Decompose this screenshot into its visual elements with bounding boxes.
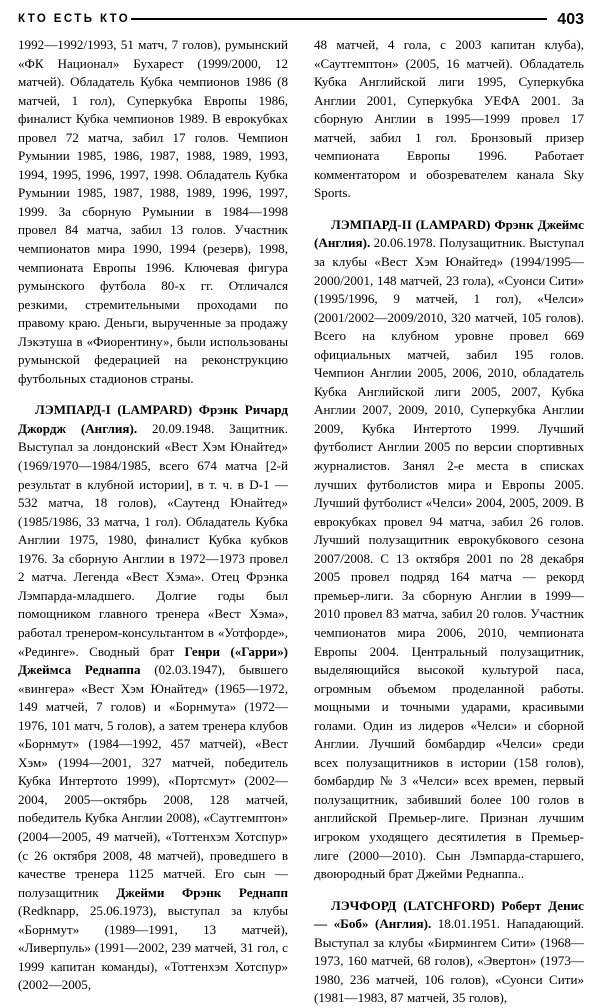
paragraph-redknapp-continuation [314, 36, 584, 203]
entry-body-part-1: 20.09.1948. Защитник. Выступал за лондонский «Вест Хэм Юнайтед» (1969/1970—1984/1985, всего 674 матча [2-й результат в клубной истории], в т. ч. в D-1 — 532 матча, 18 голов), «Саутенд Юнайтед» (1985/1986, 33 матча, 1 гол). Обладатель Кубка Англии 1975, 1980, финалист Кубка кубков 1976. За сборную Англии в 1972—1973 провел 2 матча. Легенда «Вест Хэма». Отец Фрэнка Лэмпарда-младшего. Долгие годы был помощником главного тренера «Вест Хэма», работал тренером-консультантом в «Уотфорде», «Рединге». Сводный брат [18, 420, 288, 659]
body-columns [18, 36, 585, 1006]
entry-lampard-1 [18, 388, 288, 995]
entry-headword: ЛЭМПАРД-II (LAMPARD) Фрэнк Джеймс (Англия). [314, 216, 584, 251]
page-number: 403 [557, 11, 584, 28]
entry-body-part-3: (Redknapp, 25.06.1973), выступал за клубы «Борнмут» (1989—1991, 13 матчей), «Ливерпуль» (1991—2002, 239 матчей, 31 гол, с 1999 капитан команды), «Тоттенхэм Хотспур» (2002—2005, [18, 903, 288, 993]
entry-latchford [314, 884, 584, 1008]
running-head-rule [131, 18, 547, 20]
paragraph-text: 1992—1992/1993, 51 матч, 7 голов), румынский «ФК Национал» Бухарест (1999/2000, 12 матчей). Обладатель Кубка чемпионов 1986 (8 матчей, 1 гол), Суперкубка Европы 1986, финалист Кубка чемпионов 1989. В еврокубках провел 72 матча, забил 17 голов. Чемпион Румынии 1985, 1986, 1987, 1988, 1989, 1993, 1994, 1995, 1996, 1997, 1998. Обладатель Кубка Румынии 1985, 1987, 1988, 1989, 1996, 1997, 1999. За сборную Румынии в 1984—1998 провел 84 матча, забил 13 голов. Участник чемпионатов мира 1990, 1994 (резерв), 1998, чемпионата Европы 1996. Ключевая фигура румынского футбола 80-х гг. Отличался резкими, стремительными проходами по правому краю. Деньги, вырученные за продажу Лэкэтуша в «Фиорентину», были использованы румынской федерацией на реконструкцию футбольных стадионов страны. [18, 37, 288, 386]
entry-inline-name-redknapp-jamie: Джейми Фрэнк Реднапп [116, 884, 288, 900]
entry-body-part-1: 18.01.1951. Нападающий. Выступал за клубы «Бирмингем Сити» (1968—1973, 160 матчей, 68 голов), «Эвертон» (1973—1980, 236 матчей, 106 голов), «Суонси Сити» (1981—1983, 87 матчей, 35 голов), [314, 916, 585, 1006]
entry-lampard-2 [314, 203, 584, 884]
entry-headword: ЛЭМПАРД-I (LAMPARD) Фрэнк Ричард Джордж (Англия). [18, 402, 288, 436]
paragraph-lekatos-continuation [18, 36, 288, 388]
entry-body-part-2: (02.03.1947), бывшего «вингера» «Вест Хэм Юнайтед» (1965—1972, 149 матчей, 7 голов) и «Борнмута» (1972—1976, 101 матч, 5 голов), а затем тренера клубов «Борнмут» (1984—1992, 457 матчей), «Вест Хэм» (1994—2001, 327 матчей, победитель Кубка Интертото 1999), «Портсмут» (2002—2004, 2005—октябрь 2008, 128 матчей, победитель Кубка Англии 2008), «Саутгемптон» (2004—2005, 49 матчей), «Тоттенхэм Хотспур» (с 26 октября 2008, 48 матчей), проведшего в качестве тренера 1125 матчей. Его сын — полузащитник [18, 662, 288, 900]
running-head [18, 8, 584, 32]
right-column [314, 36, 585, 1006]
entry-body-part-1: 20.06.1978. Полузащитник. Выступал за клубы «Вест Хэм Юнайтед» (1994/1995—2000/2001, 148 матчей, 23 гола), «Суонси Сити» (1995/1996, 9 матчей, 1 гол), «Челси» (2001/2002—2009/2010, 320 матчей, 105 голов). Всего на клубном уровне провел 669 официальных матчей, забил 195 голов. Чемпион Англии 2005, 2006, 2010, обладатель Кубка Английской лиги 2005, 2007, Кубка Англии 2007, 2009, 2010, Суперкубка Англии 2009, Кубка Интертото 1999. Лучший футболист Англии 2005 по версии спортивных журналистов. Занял 2-е места в списках лучших футболистов мира и Европы 2005. Лучший футболист «Челси» 2004, 2005, 2009. В еврокубках провел 94 матча, забил 26 голов. Лучший полузащитник еврокубкового сезона 2007/2008. С 13 октября 2001 по 28 декабря 2005 провел подряд 164 матча — рекорд премьер-лиги. За сборную Англии в 1999—2010 провел 83 матча, забил 20 голов. Участник чемпионатов мира 2006, 2010, чемпионата Европы 2004. Центральный полузащитник, выделяющийся высокой культурой паса, огромным объемом проделанной работы. мощными и точными ударами, красивыми голами. Один из лидеров «Челси» и сборной Англии. Лучший бомбардир «Челси» среди всех полузащитников в истории (158 голов), бомбардир № 3 «Челси» всех времен, первый полузащитник, забивший более 100 голов в английской Премьер-лиге. Признан лучшим игроком уходящего десятилетия в Премьер-лиге (2000—2010). Сын Лэмпарда-старшего, двоюродный брат Джейми Реднаппа.. [314, 235, 584, 882]
running-head-title: КТО ЕСТЬ КТО [18, 12, 131, 25]
paragraph-text: 48 матчей, 4 гола, с 2003 капитан клуба), «Саутгемптон» (2005, 16 матчей). Обладатель Кубка Английской лиги 1995, Суперкубка Англии 2001, Суперкубка УЕФА 2001. За сборную Англии в 1995—1999 провел 17 матчей, забил 1 гол. Бронзовый призер чемпионата Европы 1996. Работает комментатором и обозревателем канала Sky Sports. [314, 37, 584, 201]
entry-inline-name-redknapp-harry: Генри («Гарри») Джеймса Реднаппа [18, 643, 288, 678]
entry-headword: ЛЭЧФОРД (LATCHFORD) Роберт Денис — «Боб» (Англия). [314, 897, 584, 932]
left-column [18, 36, 288, 993]
